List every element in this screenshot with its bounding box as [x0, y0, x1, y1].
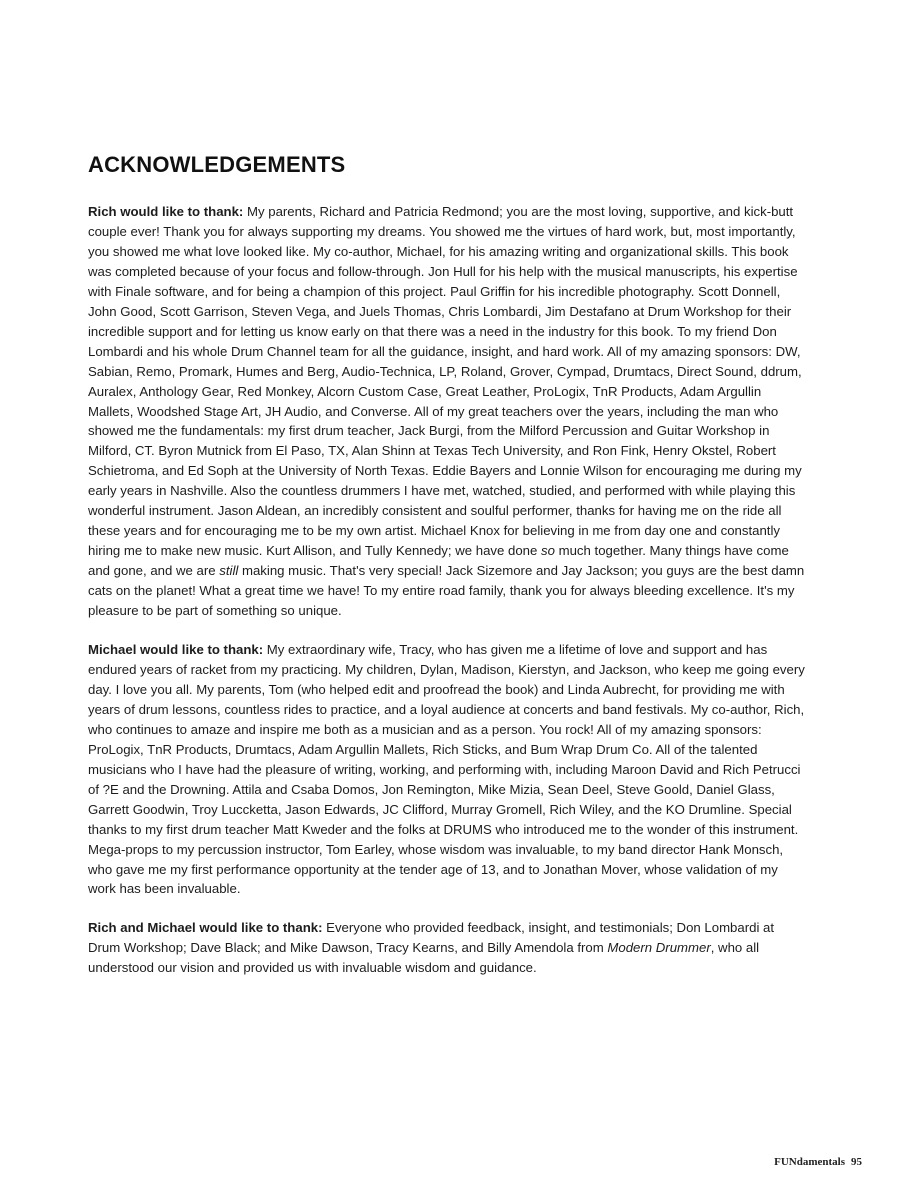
joint-thanks-text-1: Everyone who provided feedback, insight, and testimonials; Don Lombardi at Drum Workshop; Dave Black; and Mike Dawson, Tracy Kearns, and Billy Amendola from: [88, 920, 775, 956]
rich-thanks-emphasis-so: so: [541, 543, 555, 559]
joint-thanks-lead: Rich and Michael would like to thank:: [88, 920, 323, 936]
joint-thanks-emphasis-magazine: Modern Drummer: [607, 940, 711, 956]
footer-book-title: FUNdamentals: [774, 1156, 845, 1168]
michael-thanks-paragraph: [88, 640, 808, 899]
rich-thanks-text-1: My parents, Richard and Patricia Redmond; you are the most loving, supportive, and kick-butt couple ever! Thank you for always supporting my dreams. You showed me the virtues of hard work, but, most importantly, you showed me what love looked like. My co-author, Michael, for his amazing writing and organizational skills. This book was completed because of your focus and follow-through. Jon Hull for his help with the musical manuscripts, his expertise with Finale software, and for being a champion of this project. Paul Griffin for his incredible photography. Scott Donnell, John Good, Scott Garrison, Steven Vega, and Juels Thomas, Chris Lombardi, Jim Destafano at Drum Workshop for their incredible support and for letting us know early on that there was a need in the industry for this book. To my friend Don Lombardi and his whole Drum Channel team for all the guidance, insight, and hard work. All of my amazing sponsors: DW, Sabian, Remo, Promark, Humes and Berg, Audio-Technica, LP, Roland, Grover, Cympad, Drumtacs, Direct Sound, ddrum, Auralex, Anthology Gear, Red Monkey, Alcorn Custom Case, Great Leather, ProLogix, TnR Products, Adam Argullin Mallets, Woodshed Stage Art, JH Audio, and Converse. All of my great teachers over the years, including the man who showed me the fundamentals: my first drum teacher, Jack Burgi, from the Milford Percussion and Guitar Workshop in Milford, CT. Byron Mutnick from El Paso, TX, Alan Shinn at Texas Tech University, and Ron Fink, Henry Okstel, Robert Schietroma, and Ed Soph at the University of North Texas. Eddie Bayers and Lonnie Wilson for encouraging me during my early years in Nashville. Also the countless drummers I have met, watched, studied, and performed with while playing this wonderful instrument. Jason Aldean, an incredibly consistent and soulful performer, thanks for having me on the ride all these years and for encouraging me to be my own artist. Michael Knox for believing in me from day one and constantly hiring me to make new music. Kurt Allison, and Tully Kennedy; we have done: [88, 204, 802, 559]
michael-thanks-text: My extraordinary wife, Tracy, who has given me a lifetime of love and support and has endured years of racket from my practicing. My children, Dylan, Madison, Kierstyn, and Jackson, who keep me going every day. I love you all. My parents, Tom (who helped edit and proofread the book) and Linda Aubrecht, for providing me with years of drum lessons, countless rides to practice, and a loyal audience at concerts and band festivals. My co-author, Rich, who continues to amaze and inspire me both as a musician and as a person. You rock! All of my amazing sponsors: ProLogix, TnR Products, Drumtacs, Adam Argullin Mallets, Rich Sticks, and Bum Wrap Drum Co. All of the talented musicians who I have had the pleasure of writing, working, and performing with, including Maroon David and Rich Petrucci of ?E and the Drowning. Attila and Csaba Domos, Jon Remington, Mike Mizia, Sean Deel, Steve Goold, Daniel Glass, Garrett Goodwin, Troy Luccketta, Jason Edwards, JC Clifford, Murray Gromell, Rich Wiley, and the KO Drumline. Special thanks to my first drum teacher Matt Kweder and the folks at DRUMS who introduced me to the wonder of this instrument. Mega-props to my percussion instructor, Tom Earley, whose wisdom was invaluable, to my band director Hank Monsch, who gave me my first performance opportunity at the tender age of 13, and to Jonathan Mover, whose validation of my work has been invaluable.: [88, 642, 805, 897]
page-footer: [774, 1156, 862, 1168]
page-number: 95: [851, 1156, 862, 1168]
joint-thanks-text-2: , who all understood our vision and provided us with invaluable wisdom and guidance.: [88, 940, 760, 976]
rich-thanks-text-3: making music. That's very special! Jack Sizemore and Jay Jackson; you guys are the best damn cats on the planet! What a great time we have! To my entire road family, thank you for always bleeding excellence. It's my pleasure to be part of something so unique.: [88, 563, 805, 619]
page-content: [88, 152, 808, 997]
joint-thanks-paragraph: [88, 918, 808, 978]
rich-thanks-paragraph: [88, 202, 808, 621]
rich-thanks-text-2: much together. Many things have come and gone, and we are: [88, 543, 789, 579]
rich-thanks-emphasis-still: still: [219, 563, 239, 579]
page-title: ACKNOWLEDGEMENTS: [88, 152, 346, 177]
rich-thanks-lead: Rich would like to thank:: [88, 204, 244, 219]
michael-thanks-lead: Michael would like to thank:: [88, 642, 264, 658]
